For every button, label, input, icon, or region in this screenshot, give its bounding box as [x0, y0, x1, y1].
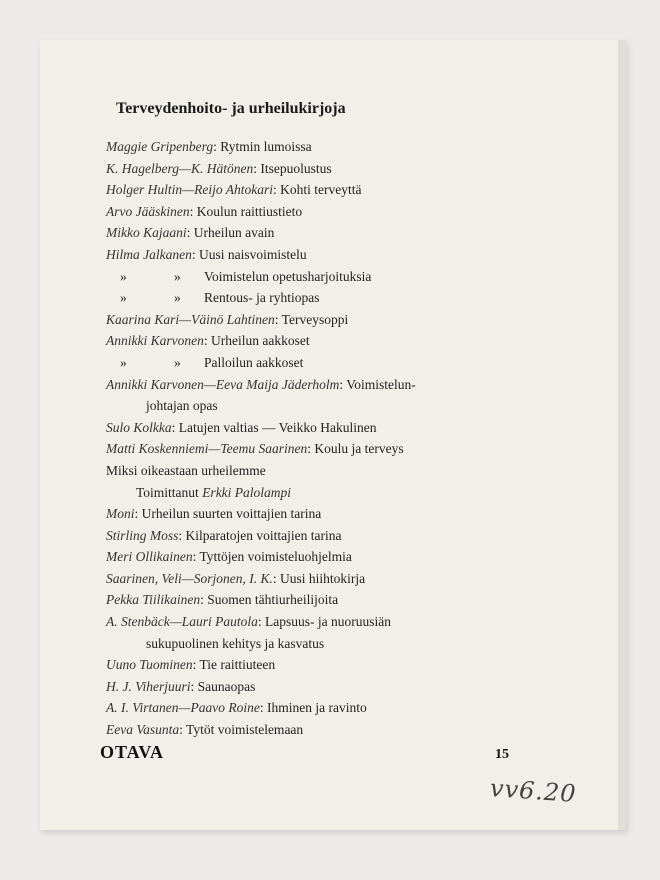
list-item	[106, 525, 586, 547]
list-item	[106, 503, 586, 525]
list-item	[106, 158, 586, 180]
list-item	[106, 222, 586, 244]
book-author: Holger Hultin—Reijo Ahtokari	[106, 182, 273, 198]
book-author: Arvo Jääskinen	[106, 203, 190, 219]
ditto-mark: »	[120, 268, 127, 284]
book-title: Rytmin lumoissa	[220, 139, 312, 154]
book-title: Palloilun aakkoset	[204, 354, 304, 370]
book-author: K. Hagelberg—K. Hätönen	[106, 160, 254, 176]
list-item	[106, 309, 586, 331]
book-author: A. Stenbäck—Lauri Pautola	[106, 614, 258, 630]
book-title: Latujen valtias — Veikko Hakulinen	[178, 419, 377, 435]
book-author: H. J. Viherjuuri	[106, 678, 191, 694]
separator: :	[213, 139, 221, 154]
ditto-mark: »	[174, 354, 181, 370]
separator: :	[171, 419, 179, 435]
book-author: Hilma Jalkanen	[106, 246, 192, 262]
list-item	[106, 266, 586, 288]
book-author: Moni	[106, 506, 135, 522]
list-heading: Terveydenhoito- ja urheilukirjoja	[116, 100, 346, 117]
separator: :	[192, 657, 200, 673]
separator: :	[134, 506, 142, 522]
list-item	[106, 352, 586, 374]
book-title-continuation: sukupuolinen kehitys ja kasvatus	[146, 635, 325, 651]
book-title: Uusi hiihtokirja	[280, 570, 366, 586]
book-title: Kilparatojen voittajien tarina	[185, 527, 342, 543]
separator: :	[179, 722, 187, 738]
separator: :	[192, 549, 200, 565]
book-author: Sulo Kolkka	[106, 419, 172, 435]
book-title: Voimistelun-	[346, 376, 416, 392]
book-title: Voimistelun opetusharjoituksia	[204, 268, 372, 284]
book-title: Urheilun avain	[193, 225, 275, 241]
separator: :	[272, 570, 281, 586]
book-title: Urheilun suurten voittajien tarina	[141, 506, 322, 522]
book-author: Uuno Tuominen	[106, 657, 193, 673]
separator: :	[191, 246, 199, 262]
list-item-continuation	[106, 395, 586, 417]
book-title: Lapsuus- ja nuoruusiän	[265, 614, 391, 630]
book-list	[106, 136, 586, 741]
book-author: Maggie Gripenberg	[106, 139, 214, 154]
list-item	[106, 136, 586, 158]
list-item	[106, 546, 586, 568]
ditto-mark: »	[174, 268, 181, 284]
book-author: Matti Koskenniemi—Teemu Saarinen	[106, 441, 308, 457]
book-title: Koulu ja terveys	[314, 441, 404, 457]
book-title: Rentous- ja ryhtiopas	[204, 290, 320, 306]
list-item	[106, 460, 586, 482]
book-title: Urheilun aakkoset	[211, 333, 310, 349]
book-author: Eeva Vasunta	[106, 722, 180, 738]
list-item	[106, 438, 586, 460]
list-item	[106, 201, 586, 223]
book-title-continuation: johtajan opas	[146, 398, 218, 414]
list-item	[106, 654, 586, 676]
list-item	[106, 611, 586, 633]
book-author: Meri Ollikainen	[106, 549, 193, 565]
separator: :	[339, 376, 347, 392]
book-title: Tie raittiuteen	[199, 657, 276, 673]
book-title: Koulun raittiustieto	[196, 203, 303, 219]
ditto-mark: »	[120, 290, 127, 306]
book-author: Pekka Tiilikainen	[106, 592, 201, 608]
separator: :	[259, 700, 267, 716]
book-author: A. I. Virtanen—Paavo Roine	[106, 700, 260, 716]
list-item	[106, 589, 586, 611]
ditto-mark: »	[174, 290, 181, 306]
book-author: Mikko Kajaani	[106, 225, 187, 241]
book-title: Miksi oikeastaan urheilemme	[106, 462, 266, 478]
book-author: Annikki Karvonen	[106, 333, 204, 349]
book-title: Itsepuolustus	[260, 160, 332, 176]
book-title: Saunaopas	[197, 678, 256, 694]
book-title: Uusi naisvoimistelu	[199, 246, 307, 262]
book-author: Kaarina Kari—Väinö Lahtinen	[106, 311, 275, 327]
list-item	[106, 697, 586, 719]
separator: :	[190, 678, 198, 694]
book-title: Ihminen ja ravinto	[266, 700, 367, 716]
page-number: 15	[495, 747, 509, 762]
list-item	[106, 568, 586, 590]
publisher-name: OTAVA	[100, 742, 165, 762]
book-title: Suomen tähtiurheilijoita	[207, 592, 339, 608]
separator: :	[307, 441, 315, 457]
list-item-editor	[106, 482, 586, 504]
separator: :	[273, 182, 281, 198]
separator: :	[200, 592, 208, 608]
book-author: Annikki Karvonen—Eeva Maija Jäderholm	[106, 376, 340, 392]
list-item	[106, 330, 586, 352]
book-author: Stirling Moss	[106, 527, 179, 543]
ditto-mark: »	[120, 354, 127, 370]
separator: :	[253, 160, 261, 176]
list-item	[106, 374, 586, 396]
separator: :	[203, 333, 211, 349]
editor-prefix: Toimittanut	[136, 484, 203, 500]
editor-name: Erkki Palolampi	[202, 484, 292, 500]
list-item	[106, 179, 586, 201]
list-item	[106, 719, 586, 741]
list-item	[106, 417, 586, 439]
book-author: Saarinen, Veli—Sorjonen, I. K.	[106, 570, 273, 586]
book-title: Terveysoppi	[281, 311, 349, 327]
book-title: Tyttöjen voimisteluohjelmia	[199, 549, 352, 565]
list-item-continuation	[106, 633, 586, 655]
list-item	[106, 676, 586, 698]
separator: :	[257, 614, 266, 630]
separator: :	[189, 203, 197, 219]
handwritten-price-note: vv6.20	[489, 774, 578, 808]
separator: :	[274, 311, 282, 327]
list-item	[106, 244, 586, 266]
book-title: Tytöt voimistelemaan	[186, 722, 304, 738]
separator: :	[178, 527, 186, 543]
book-back-cover	[40, 40, 626, 830]
book-title: Kohti terveyttä	[280, 182, 362, 198]
list-item	[106, 287, 586, 309]
separator: :	[186, 225, 194, 241]
